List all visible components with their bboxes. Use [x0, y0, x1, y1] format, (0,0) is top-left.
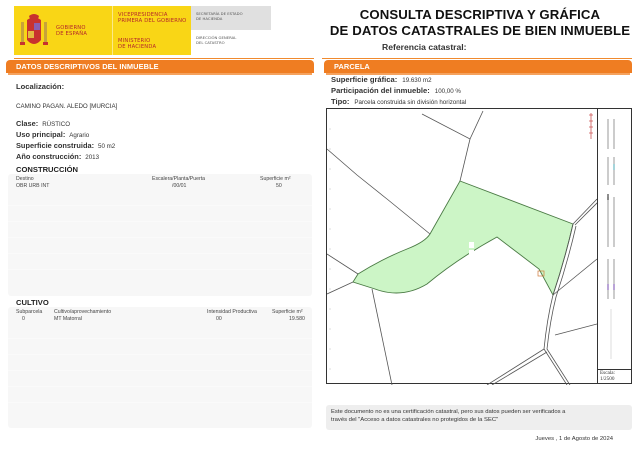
direccion-text: DIRECCIÓN GENERAL DEL CATASTRO — [191, 30, 271, 55]
anio-construccion-label: Año construcción: — [16, 152, 82, 161]
col-subparcela: Subparcela — [16, 309, 43, 315]
gobierno-logo — [14, 6, 271, 55]
col-superficie: Superficie m² — [272, 309, 303, 315]
tipo-value: Parcela construida sin división horizontal — [354, 99, 467, 106]
cultivo-header-row — [8, 309, 312, 316]
localizacion-label: Localización: — [16, 82, 65, 91]
superficie-grafica-field — [331, 75, 432, 84]
superficie-construida-label: Superficie construida: — [16, 141, 95, 150]
document-date: Jueves , 1 de Agosto de 2024 — [535, 436, 613, 442]
clase-value: RÚSTICO — [42, 121, 71, 128]
gobierno-espana-text: GOBIERNO DE ESPAÑA — [56, 24, 88, 37]
anio-construccion-field — [16, 152, 99, 161]
col-superficie: Superficie m² — [260, 176, 291, 182]
col-cultivo: Cultivo/aprovechamiento — [54, 309, 112, 315]
superficie-grafica-value: 19.630 m2 — [402, 77, 432, 84]
destino-cell: OBR URB INT — [16, 183, 50, 189]
section-parcela: PARCELA — [324, 60, 632, 73]
logo-yellow-block — [14, 6, 191, 55]
construccion-table — [8, 174, 312, 296]
legend-entries — [598, 109, 633, 369]
uso-field — [16, 130, 89, 139]
referencia-catastral: Referencia catastral: — [382, 42, 467, 52]
intensidad-cell: 00 — [216, 316, 222, 322]
col-destino: Destino — [16, 176, 34, 182]
tipo-label: Tipo: — [331, 97, 350, 106]
uso-label: Uso principal: — [16, 130, 66, 139]
participacion-value: 100,00 % — [434, 88, 461, 95]
construccion-header-row — [8, 176, 312, 183]
participacion-label: Participación del inmueble: — [331, 86, 430, 95]
disclaimer-box: Este documento no es una certificación catastral, pero sus datos pueden ser verificados a través del "Acceso a datos catastrales no protegidos de la SEC" — [326, 405, 632, 430]
cadastral-map[interactable] — [326, 108, 632, 384]
table-row — [8, 316, 312, 323]
superficie-construida-field — [16, 141, 115, 150]
clase-label: Clase: — [16, 119, 39, 128]
participacion-field — [331, 86, 461, 95]
logo-gray-block — [191, 6, 271, 55]
clase-field — [16, 119, 70, 128]
uso-value: Agrario — [69, 132, 90, 139]
secretaria-text: SECRETARÍA DE ESTADO DE HACIENDA — [191, 6, 271, 30]
cultivo-cell: MT Matorral — [54, 316, 82, 322]
parcel-map-drawing — [327, 109, 597, 385]
header-divider-right — [322, 58, 632, 59]
vicepresidencia-text: VICEPRESIDENCIA PRIMERA DEL GOBIERNO MINISTERIO DE HACIENDA — [112, 6, 191, 55]
tipo-field — [331, 97, 466, 106]
map-scale: Escala: 1/2500 — [597, 369, 632, 384]
col-intensidad: Intensidad Productiva — [207, 309, 257, 315]
anio-construccion-value: 2013 — [85, 154, 100, 161]
cultivo-heading: CULTIVO — [16, 298, 49, 307]
localizacion-address: CAMINO PAGAN. ALEDO [MURCIA] — [16, 103, 118, 110]
subparcela-cell: 0 — [22, 316, 25, 322]
superficie-cell: 19.580 — [289, 316, 305, 322]
col-escalera: Escalera/Planta/Puerta — [152, 176, 206, 182]
superficie-cell: 50 — [276, 183, 282, 189]
table-row — [8, 183, 312, 190]
map-legend — [597, 109, 632, 369]
cultivo-table — [8, 307, 312, 428]
escalera-cell: /00/01 — [172, 183, 187, 189]
construccion-heading: CONSTRUCCIÓN — [16, 165, 79, 174]
page-title: CONSULTA DESCRIPTIVA Y GRÁFICA DE DATOS CATASTRALES DE BIEN INMUEBLE — [329, 7, 631, 38]
superficie-construida-value: 50 m2 — [98, 143, 116, 150]
section-datos-descriptivos: DATOS DESCRIPTIVOS DEL INMUEBLE — [6, 60, 314, 73]
header-divider-left — [14, 58, 314, 59]
ministerio-text: MINISTERIO DE HACIENDA — [118, 38, 157, 50]
superficie-grafica-label: Superficie gráfica: — [331, 75, 398, 84]
coat-of-arms-icon — [14, 6, 54, 55]
